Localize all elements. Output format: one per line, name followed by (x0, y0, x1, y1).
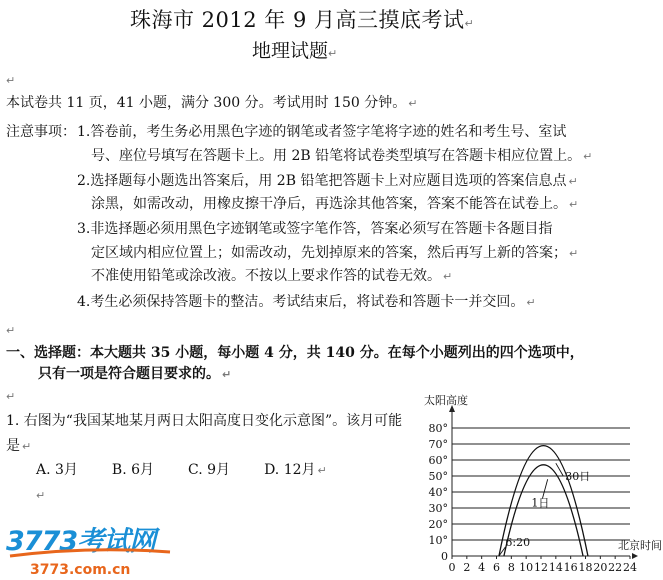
x-tick-label: 22 (608, 561, 623, 574)
question-stem-cont: 是 ↵ (6, 438, 32, 454)
y-tick-label: 50° (428, 470, 448, 483)
page-title: 珠海市 2012 年 9 月高三摸底考试↵ (130, 8, 475, 32)
notice-item-cont: 不准使用铅笔或涂改液。不按以上要求作答的试卷无效。 ↵ (91, 268, 453, 284)
para-mark: ↵ (36, 489, 46, 502)
section-heading: 一、选择题：本大题共 35 小题，每小题 4 分，共 140 分。在每个小题列出的四个选项中， (6, 345, 584, 361)
x-tick-label: 10 (519, 561, 534, 574)
y-tick-label: 60° (428, 454, 448, 467)
y-tick-label: 0 (441, 550, 448, 563)
x-tick-label: 8 (507, 561, 515, 574)
notice-item: 1.答卷前，考生务必用黑色字迹的钢笔或者签字笔将字迹的姓名和考生号、室试 (77, 124, 567, 140)
chart-grid (452, 428, 630, 540)
y-axis-label: 太阳高度 (424, 394, 468, 407)
x-tick-label: 14 (548, 561, 563, 574)
x-tick-label: 2 (463, 561, 471, 574)
y-tick-label: 20° (428, 518, 448, 531)
notice-item-cont: 定区域内相应位置上；如需改动，先划掉原来的答案，然后再写上新的答案； ↵ (91, 245, 579, 261)
section-heading-cont: 只有一项是符合题目要求的。 ↵ (38, 366, 232, 382)
series-label: 1日 (531, 496, 550, 510)
notice-label: 注意事项： (6, 124, 76, 140)
x-tick-label: 20 (593, 561, 608, 574)
page-subtitle: 地理试题↵ (252, 40, 338, 62)
para-mark: ↵ (6, 324, 16, 337)
x-tick-label: 6 (493, 561, 500, 574)
solar-altitude-chart (416, 392, 663, 580)
x-tick-label: 18 (578, 561, 593, 574)
notice-item-cont: 号、座位号填写在答题卡上。用 2B 铅笔将试卷类型填写在答题卡相应位置上。 ↵ (91, 148, 593, 164)
watermark-url: 3773.com.cn (30, 562, 131, 578)
x-tick-label: 16 (563, 561, 578, 574)
notice-item: 2.选择题每小题选出答案后，用 2B 铅笔把答题卡上对应题目选项的答案信息点 ↵ (77, 173, 578, 189)
option-a[interactable]: A. 3月 (36, 462, 78, 478)
para-mark: ↵ (6, 74, 16, 87)
y-tick-label: 40° (428, 486, 448, 499)
para-mark: ↵ (6, 390, 16, 403)
x-tick-label: 24 (623, 561, 637, 574)
chart-labels (424, 393, 662, 574)
question-stem: 1. 右图为“我国某地某月两日太阳高度日变化示意图”。该月可能 (6, 413, 403, 429)
y-tick-label: 70° (428, 438, 448, 451)
y-tick-label: 30° (428, 502, 448, 515)
y-tick-label: 80° (428, 422, 448, 435)
notice-item-cont: 涂黑，如需改动，用橡皮擦干净后，再选涂其他答案，答案不能答在试卷上。 ↵ (91, 196, 579, 212)
intro-text: 本试卷共 11 页，41 小题，满分 300 分。考试用时 150 分钟。 ↵ (6, 95, 418, 111)
option-c[interactable]: C. 9月 (188, 462, 231, 478)
x-tick-label: 4 (478, 561, 486, 574)
x-tick-label: 0 (448, 561, 456, 574)
x-axis-arrow (632, 553, 638, 559)
annotation-label: 6:20 (505, 536, 531, 549)
question-options: A. 3月 B. 6月 C. 9月 D. 12月 ↵ (36, 462, 327, 478)
series-label: 30日 (565, 470, 591, 483)
notice-item: 3.非选择题必须用黑色字迹钢笔或签字笔作答，答案必须写在答题卡各题目指 (77, 221, 553, 237)
x-tick-label: 12 (534, 561, 548, 574)
option-b[interactable]: B. 6月 (111, 462, 155, 478)
notice-item: 4.考生必须保持答题卡的整洁。考试结束后，将试卷和答题卡一并交回。 ↵ (77, 294, 536, 310)
x-axis-label: 北京时间 (618, 539, 662, 552)
option-d[interactable]: D. 12月 (264, 462, 316, 478)
y-tick-label: 10° (428, 534, 448, 547)
watermark-brand: 3773考试网 (6, 526, 156, 557)
site-watermark-logo (0, 516, 190, 580)
